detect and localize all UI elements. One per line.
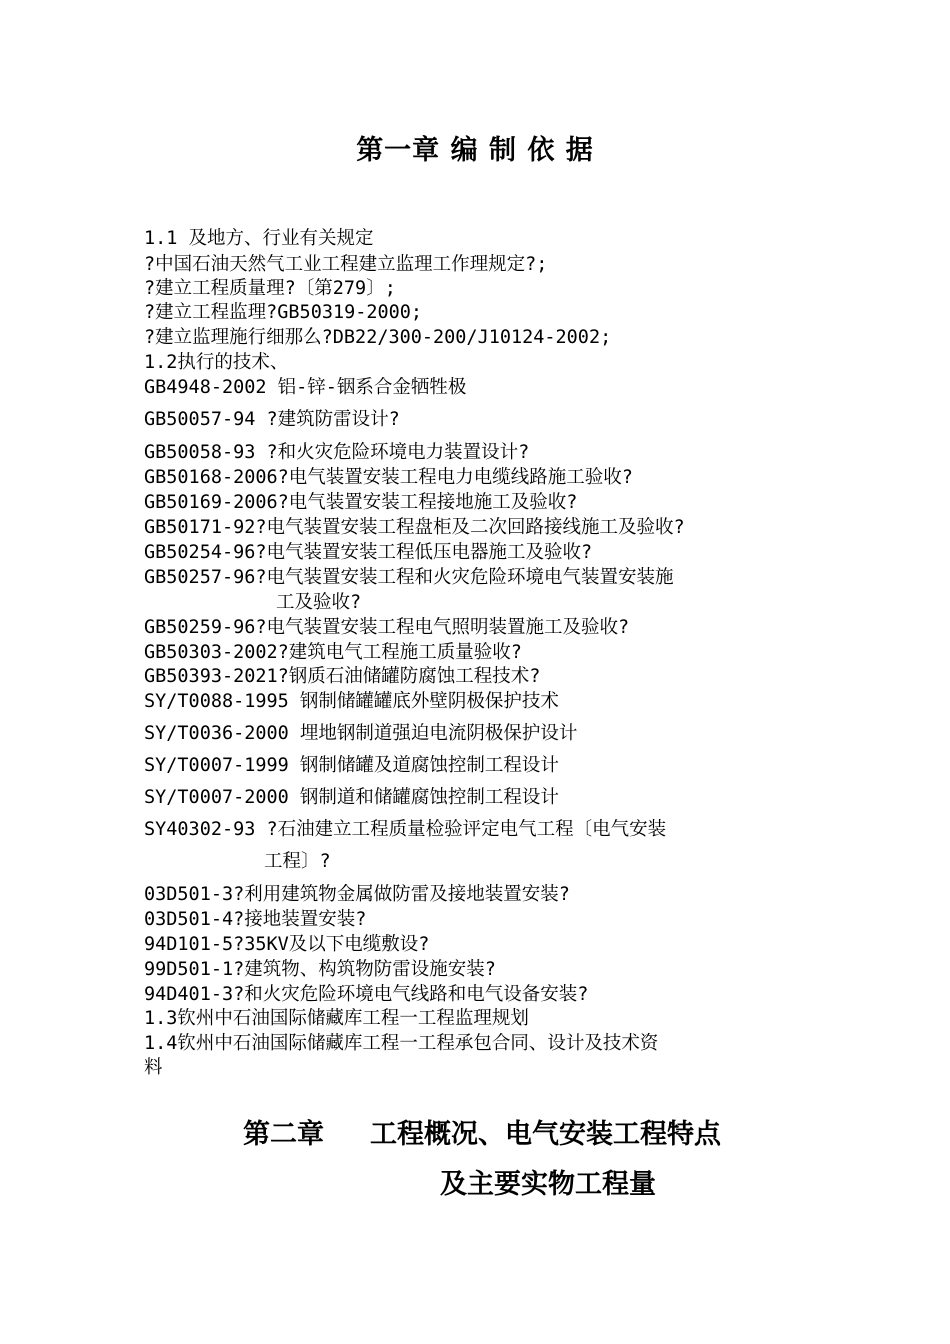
text-line: SY40302-93 ?石油建立工程质量检验评定电气工程〔电气安装 xyxy=(144,819,667,840)
text-line: 94D101-5?35KV及以下电缆敷设? xyxy=(144,934,430,955)
text-line: 1.3钦州中石油国际储藏库工程一工程监理规划 xyxy=(144,1008,529,1029)
chapter2-title-text: 工程概况、电气安装工程特点 xyxy=(370,1119,721,1150)
text-line: GB50254-96?电气装置安装工程低压电器施工及验收? xyxy=(144,542,593,563)
text-line: SY/T0088-1995 钢制储罐罐底外壁阴极保护技术 xyxy=(144,691,559,712)
text-line: 1.4钦州中石油国际储藏库工程一工程承包合同、设计及技术资 xyxy=(144,1033,659,1054)
text-line: 工及验收? xyxy=(276,592,362,613)
text-line: ?建立工程质量理?〔第279〕; xyxy=(144,278,396,299)
chapter2-title-label: 第二章 xyxy=(243,1119,324,1150)
text-line: 94D401-3?和火灾危险环境电气线路和电气设备安装? xyxy=(144,984,589,1005)
text-line: GB50393-2021?钢质石油储罐防腐蚀工程技术? xyxy=(144,666,541,687)
chapter1-title: 第一章 编 制 依 据 xyxy=(356,135,594,166)
text-line: GB50169-2006?电气装置安装工程接地施工及验收? xyxy=(144,492,578,513)
text-line: 99D501-1?建筑物、构筑物防雷设施安装? xyxy=(144,959,496,980)
text-line: 工程〕? xyxy=(264,851,331,872)
text-line: ?中国石油天然气工业工程建立监理工作理规定?; xyxy=(144,254,548,275)
text-line: 03D501-4?接地装置安装? xyxy=(144,909,367,930)
text-line: ?建立工程监理?GB50319-2000; xyxy=(144,302,423,323)
text-line: 料 xyxy=(144,1057,163,1078)
text-line: 03D501-3?利用建筑物金属做防雷及接地装置安装? xyxy=(144,884,570,905)
text-line: GB50058-93 ?和火灾危险环境电力装置设计? xyxy=(144,442,530,463)
text-line: GB50168-2006?电气装置安装工程电力电缆线路施工验收? xyxy=(144,467,633,488)
chapter2-title-line2: 及主要实物工程量 xyxy=(440,1169,656,1200)
text-line: GB50171-92?电气装置安装工程盘柜及二次回路接线施工及验收? xyxy=(144,517,685,538)
text-line: GB50257-96?电气装置安装工程和火灾危险环境电气装置安装施 xyxy=(144,567,674,588)
text-line: GB50303-2002?建筑电气工程施工质量验收? xyxy=(144,642,522,663)
text-line: SY/T0036-2000 埋地钢制道强迫电流阴极保护设计 xyxy=(144,723,578,744)
text-line: GB50259-96?电气装置安装工程电气照明装置施工及验收? xyxy=(144,617,630,638)
text-line: GB4948-2002 铝-锌-铟系合金牺牲极 xyxy=(144,377,467,398)
text-line: ?建立监理施行细那么?DB22/300-200/J10124-2002; xyxy=(144,327,612,348)
text-line: 1.1 及地方、行业有关规定 xyxy=(144,228,374,249)
text-line: 1.2执行的技术、 xyxy=(144,352,289,373)
text-line: SY/T0007-1999 钢制储罐及道腐蚀控制工程设计 xyxy=(144,755,559,776)
text-line: GB50057-94 ?建筑防雷设计? xyxy=(144,409,400,430)
text-line: SY/T0007-2000 钢制道和储罐腐蚀控制工程设计 xyxy=(144,787,559,808)
